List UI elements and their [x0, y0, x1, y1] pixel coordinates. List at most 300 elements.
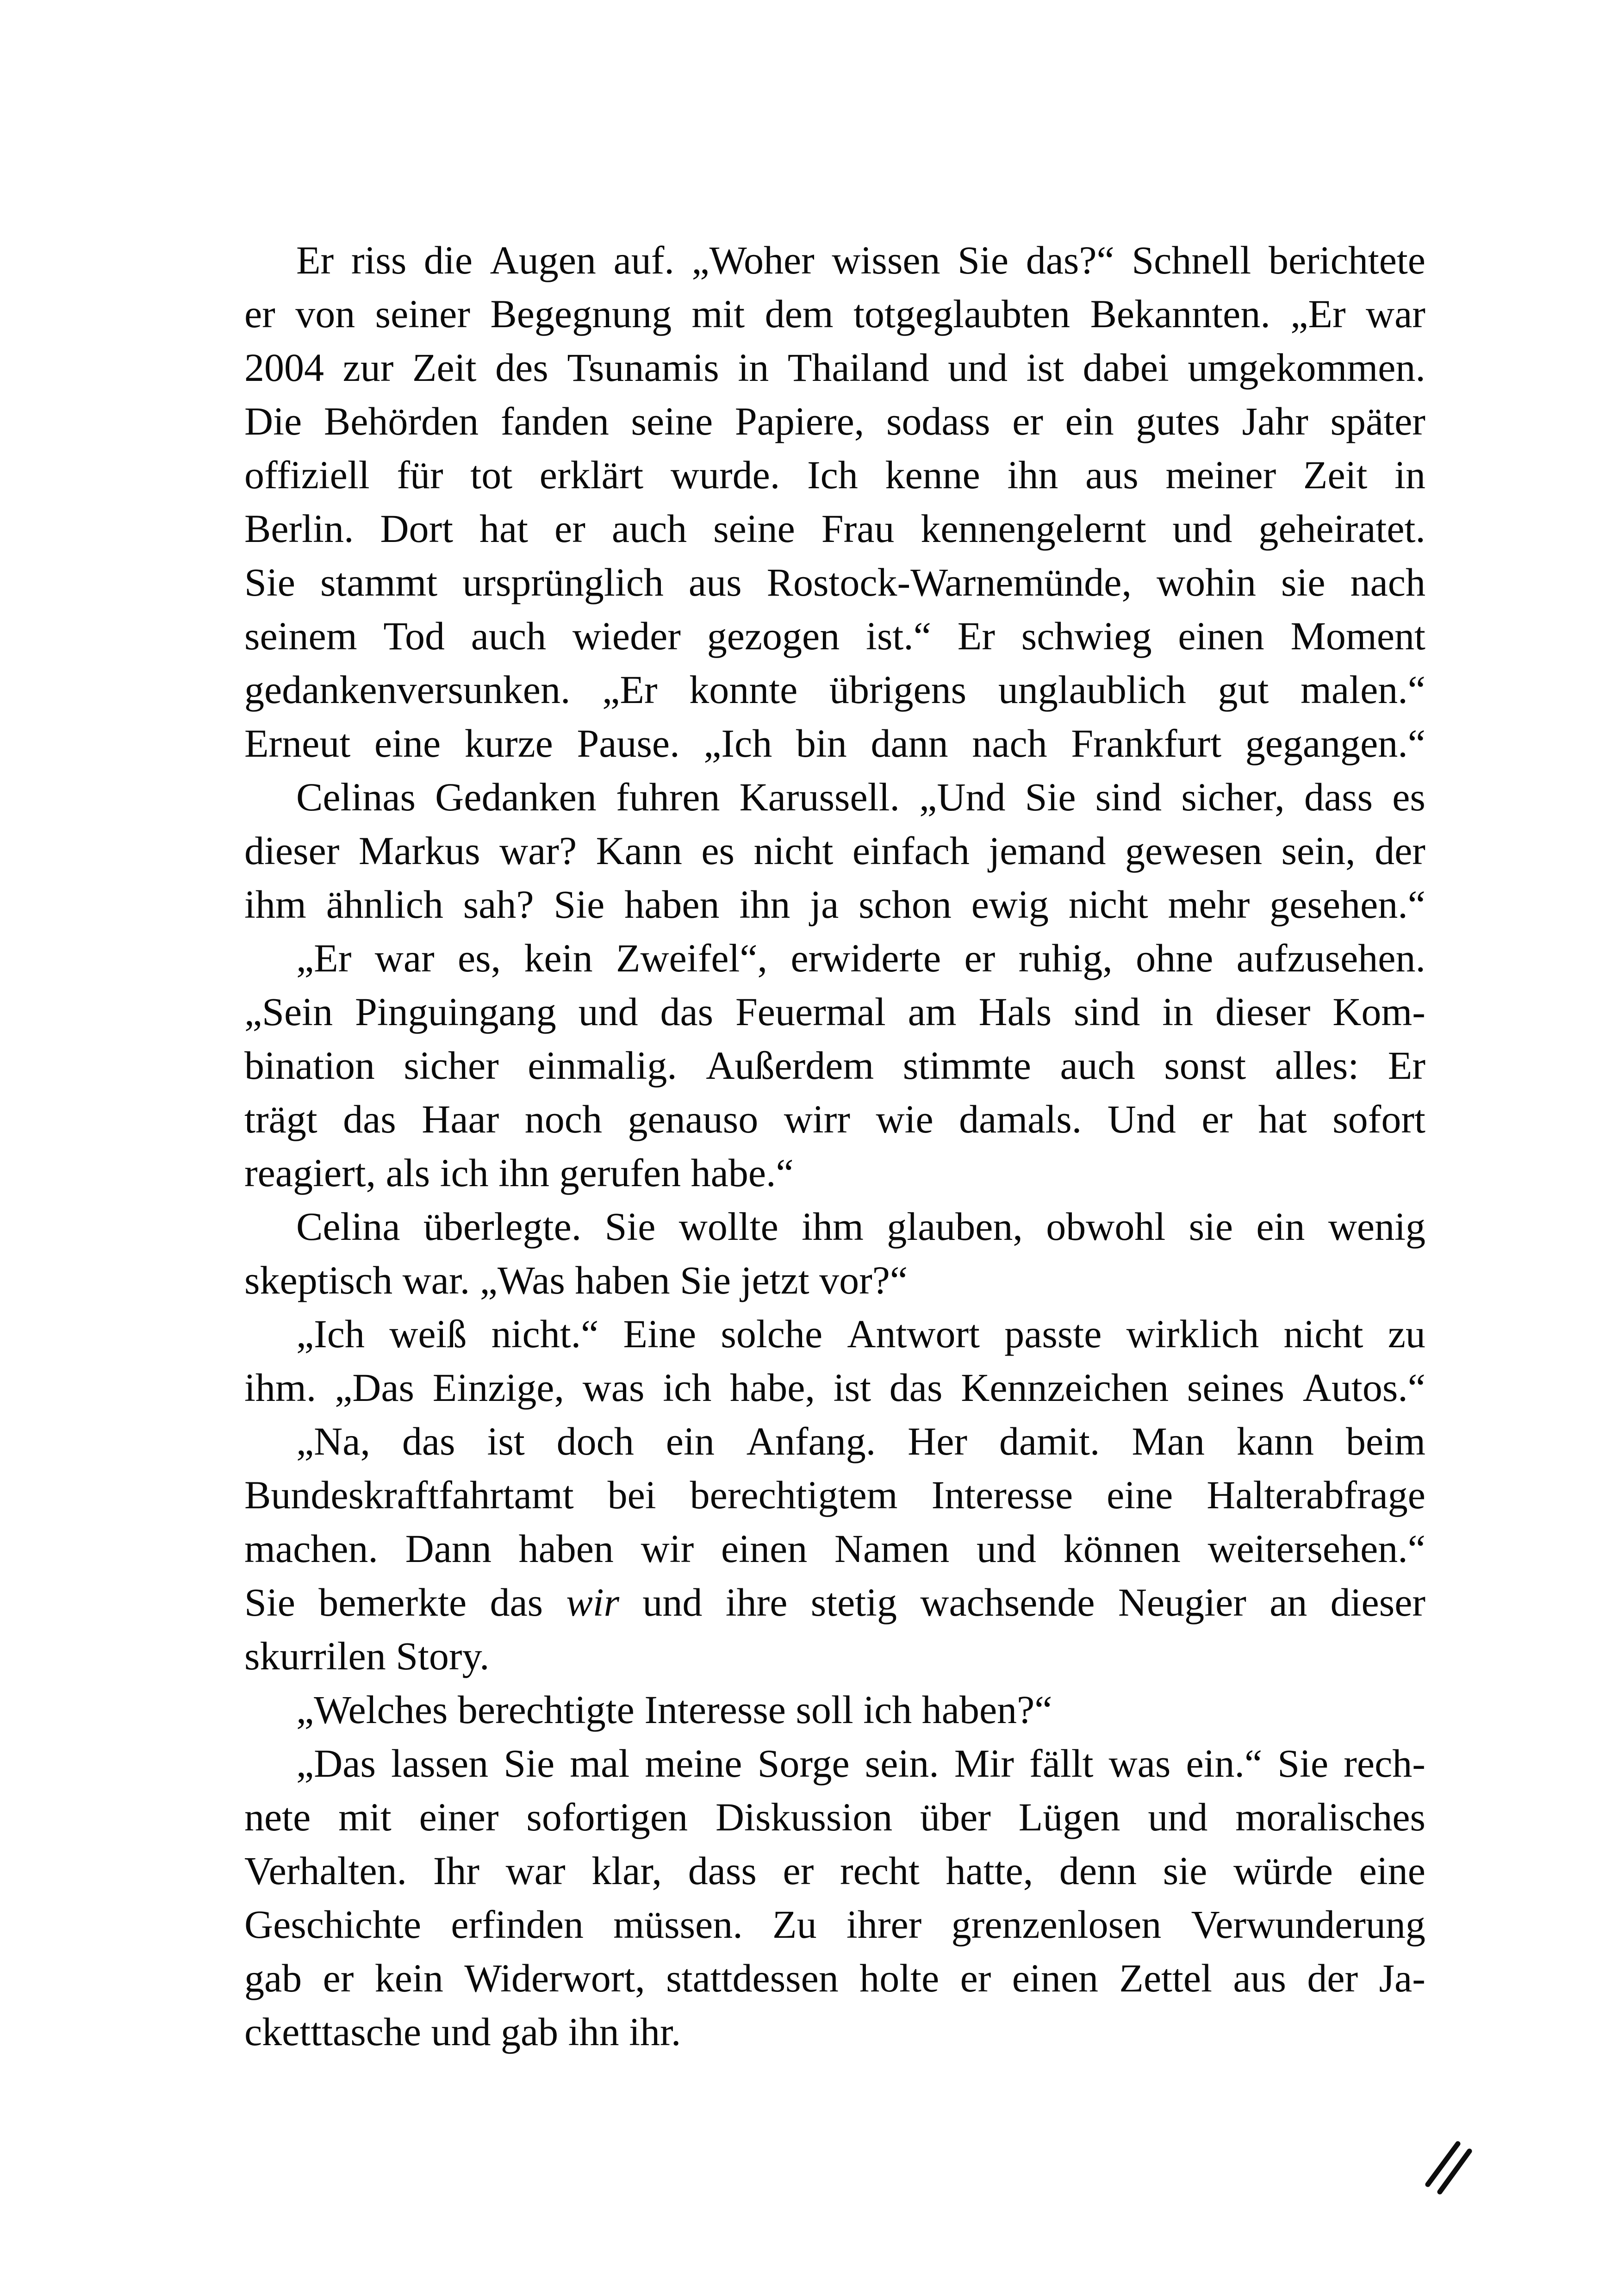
- word: 2004: [244, 345, 324, 390]
- word: hat: [479, 506, 529, 551]
- word: „Er: [1290, 292, 1346, 336]
- word: er: [783, 1848, 814, 1893]
- word: war: [374, 936, 435, 980]
- word: holte: [859, 1956, 940, 2000]
- word: sind: [1095, 775, 1162, 819]
- word: einmalig.: [528, 1043, 677, 1088]
- word: von: [295, 292, 355, 336]
- word: recht: [840, 1848, 920, 1893]
- word: ruhig,: [1018, 936, 1113, 980]
- word: „Woher: [691, 238, 815, 282]
- word: damals.: [959, 1097, 1082, 1141]
- word: wie: [876, 1097, 933, 1141]
- word: sonst: [1164, 1043, 1246, 1088]
- word: ich: [663, 1365, 712, 1410]
- word: müssen.: [613, 1902, 743, 1947]
- word: Mir: [954, 1741, 1014, 1786]
- word: und: [976, 1526, 1036, 1571]
- word: ist.“: [866, 614, 931, 658]
- word: Tod: [383, 614, 445, 658]
- text-line: [244, 770, 1425, 824]
- text-line: [244, 1092, 1425, 1146]
- word: bination: [244, 1043, 375, 1088]
- word: nicht: [1283, 1312, 1363, 1356]
- word: nicht.“: [491, 1312, 599, 1356]
- word: ewig: [971, 882, 1049, 927]
- word: dieser: [244, 828, 340, 873]
- word: Rostock-Warnemünde,: [766, 560, 1132, 604]
- word: ein.“: [1186, 1741, 1263, 1786]
- word: alles:: [1275, 1043, 1359, 1088]
- word: in: [738, 345, 769, 390]
- word: er: [1201, 1097, 1233, 1141]
- word: was: [1108, 1741, 1171, 1786]
- word: Antwort: [847, 1312, 980, 1356]
- word: geheiratet.: [1258, 506, 1425, 551]
- word: Zu: [772, 1902, 817, 1947]
- word: Hals: [978, 989, 1052, 1034]
- word: glauben,: [887, 1204, 1023, 1249]
- word: denn: [1059, 1848, 1137, 1893]
- word: wachsende: [920, 1580, 1095, 1624]
- text-run: „Welches berechtigte Interesse soll ich haben?“: [296, 1687, 1052, 1732]
- word: Karussell.: [739, 775, 900, 819]
- word: erfinden: [451, 1902, 584, 1947]
- word: ihre: [725, 1580, 788, 1624]
- word: Er: [957, 614, 995, 658]
- word: Sie: [554, 882, 605, 927]
- word: seiner: [375, 292, 470, 336]
- word: ist: [833, 1365, 871, 1410]
- word: Dann: [405, 1526, 492, 1571]
- word: einfach: [852, 828, 970, 873]
- word: Begegnung: [490, 292, 672, 336]
- word: Verwunderung: [1191, 1902, 1425, 1947]
- word: auf.: [613, 238, 674, 282]
- word: die: [423, 238, 473, 282]
- word: Sie: [1025, 775, 1076, 819]
- text-line: [244, 1522, 1425, 1575]
- word: seine: [713, 506, 795, 551]
- word: Lügen: [1018, 1795, 1120, 1839]
- word: das: [343, 1097, 396, 1141]
- text-line: [244, 663, 1425, 716]
- word: wenig: [1328, 1204, 1425, 1249]
- word: bin: [796, 721, 847, 765]
- word: eine: [1107, 1473, 1173, 1517]
- word: gewesen: [1125, 828, 1263, 873]
- word: mit: [338, 1795, 392, 1839]
- word: wurde.: [670, 453, 780, 497]
- word: Eine: [623, 1312, 697, 1356]
- word: später: [1330, 399, 1425, 443]
- word: Und: [1107, 1097, 1176, 1141]
- word: nicht: [1068, 882, 1148, 927]
- word: sah?: [463, 882, 534, 927]
- word: hatte,: [946, 1848, 1033, 1893]
- word: Her: [908, 1419, 968, 1463]
- word: noch: [524, 1097, 602, 1141]
- text-run: skurrilen Story.: [244, 1634, 490, 1678]
- text-line: [244, 1414, 1425, 1468]
- text-line: [244, 877, 1425, 931]
- word: es: [701, 828, 734, 873]
- word: ist: [487, 1419, 525, 1463]
- text-line: [244, 1844, 1425, 1898]
- word: dass: [688, 1848, 757, 1893]
- word: „Ich: [296, 1312, 365, 1356]
- word: und: [1148, 1795, 1208, 1839]
- word: Tsunamis: [567, 345, 719, 390]
- word: fanden: [500, 399, 609, 443]
- word: passte: [1004, 1312, 1102, 1356]
- word: Sie: [244, 1580, 295, 1624]
- word: Frau: [821, 506, 895, 551]
- word: einen: [1178, 614, 1264, 658]
- word: Markus: [358, 828, 480, 873]
- word: Sie: [1277, 1741, 1329, 1786]
- word: malen.“: [1301, 667, 1425, 712]
- text-line: [244, 1039, 1425, 1092]
- text-line: [244, 233, 1425, 287]
- word: aufzusehen.: [1236, 936, 1425, 980]
- word: bemerkte: [318, 1580, 467, 1624]
- word: Behörden: [324, 399, 479, 443]
- word: gesehen.“: [1270, 882, 1425, 927]
- text-line: [244, 1253, 1425, 1307]
- word: Interesse: [931, 1473, 1073, 1517]
- text-line: [244, 1361, 1425, 1414]
- word: wieder: [572, 614, 681, 658]
- word: wohin: [1157, 560, 1256, 604]
- word: wissen: [832, 238, 940, 282]
- word: er: [554, 506, 585, 551]
- word: nete: [244, 1795, 311, 1839]
- word: stetig: [810, 1580, 897, 1624]
- word: kein: [374, 1956, 443, 2000]
- word: berechtigtem: [690, 1473, 898, 1517]
- text-line: [244, 1200, 1425, 1253]
- word: meiner: [1165, 453, 1276, 497]
- word: kenne: [885, 453, 980, 497]
- word: weitersehen.“: [1207, 1526, 1425, 1571]
- word: Ihr: [433, 1848, 479, 1893]
- word: Zeit: [412, 345, 477, 390]
- word: es: [1392, 775, 1425, 819]
- word: er: [1012, 399, 1043, 443]
- word: trägt: [244, 1097, 317, 1141]
- word: Zettel: [1119, 1956, 1212, 2000]
- text-line: [244, 1790, 1425, 1844]
- word: aus: [1233, 1956, 1286, 2000]
- word: Berlin.: [244, 506, 354, 551]
- word: Pinguingang: [355, 989, 556, 1034]
- word: bei: [607, 1473, 656, 1517]
- word: gab: [244, 1956, 302, 2000]
- text-line: [244, 394, 1425, 448]
- word: und: [642, 1580, 703, 1624]
- word: tot: [470, 453, 513, 497]
- word: moralisches: [1235, 1795, 1425, 1839]
- word: Neugier: [1118, 1580, 1246, 1624]
- word: dem: [765, 292, 834, 336]
- word: er: [960, 1956, 991, 2000]
- word: Feuermal: [735, 989, 886, 1034]
- word: ursprünglich: [462, 560, 664, 604]
- text-line: [244, 341, 1425, 394]
- text-run: skeptisch war. „Was haben Sie jetzt vor?“: [244, 1258, 908, 1302]
- word: stammt: [320, 560, 438, 604]
- text-line: [244, 609, 1425, 663]
- word: dass: [1304, 775, 1373, 819]
- word: war: [1366, 292, 1425, 336]
- word: über: [920, 1795, 991, 1839]
- word: beim: [1346, 1419, 1425, 1463]
- word: nach: [1350, 560, 1425, 604]
- word: klar,: [591, 1848, 662, 1893]
- word: nicht: [753, 828, 834, 873]
- word: in: [1394, 453, 1425, 497]
- word: sein,: [1281, 828, 1356, 873]
- word: zu: [1388, 1312, 1425, 1356]
- word: fuhren: [616, 775, 720, 819]
- word: lassen: [391, 1741, 489, 1786]
- word: Haar: [422, 1097, 499, 1141]
- word: sie: [1163, 1848, 1207, 1893]
- word: Kom-: [1332, 989, 1425, 1034]
- word: das: [402, 1419, 455, 1463]
- word: ihm.: [244, 1365, 317, 1410]
- word: Geschichte: [244, 1902, 422, 1947]
- word: „Sein: [244, 989, 333, 1034]
- word: Kennzeichen: [961, 1365, 1169, 1410]
- word: unglaublich: [998, 667, 1186, 712]
- text-line: [244, 1736, 1425, 1790]
- word: in: [1162, 989, 1194, 1034]
- word: übrigens: [829, 667, 967, 712]
- word: ihm: [802, 1204, 864, 1249]
- word: der: [1375, 828, 1425, 873]
- word: was: [582, 1365, 645, 1410]
- word: Thailand: [787, 345, 929, 390]
- word: erwiderte: [790, 936, 941, 980]
- word: sein.: [865, 1741, 939, 1786]
- word: habe,: [730, 1365, 815, 1410]
- word: und: [578, 989, 638, 1034]
- text-line: [244, 287, 1425, 341]
- word: aus: [1085, 453, 1139, 497]
- text-line: [244, 1146, 1425, 1200]
- word: „Das: [296, 1741, 376, 1786]
- word: eine: [374, 721, 441, 765]
- word: „Er: [296, 936, 352, 980]
- text-line: [244, 2005, 1425, 2059]
- text-run: reagiert, als ich ihn gerufen habe.“: [244, 1151, 794, 1195]
- word: gut: [1218, 667, 1269, 712]
- word: Frankfurt: [1071, 721, 1222, 765]
- text-line: [244, 931, 1425, 985]
- word: sie: [1189, 1204, 1233, 1249]
- text-line: [244, 448, 1425, 502]
- text-line: [244, 824, 1425, 877]
- word: gutes: [1136, 399, 1220, 443]
- word: doch: [556, 1419, 634, 1463]
- word: ist: [1026, 345, 1064, 390]
- word: „Er: [602, 667, 658, 712]
- word: ähnlich: [326, 882, 443, 927]
- word: gezogen: [707, 614, 840, 658]
- word: würde: [1233, 1848, 1333, 1893]
- word: Er: [1388, 1043, 1425, 1088]
- word: offiziell: [244, 453, 370, 497]
- word: Moment: [1290, 614, 1425, 658]
- text-run: cketttasche und gab ihn ihr.: [244, 2010, 681, 2054]
- word: Die: [244, 399, 302, 443]
- word: für: [397, 453, 443, 497]
- word: des: [495, 345, 548, 390]
- word: ein: [666, 1419, 715, 1463]
- word: Schnell: [1132, 238, 1251, 282]
- word: wirklich: [1126, 1312, 1259, 1356]
- word: Augen: [490, 238, 596, 282]
- word: ihn: [739, 882, 790, 927]
- word: das: [889, 1365, 943, 1410]
- word: kurze: [464, 721, 553, 765]
- word: es,: [458, 936, 501, 980]
- word: einen: [721, 1526, 808, 1571]
- word: Einzige,: [432, 1365, 564, 1410]
- word: das: [660, 989, 714, 1034]
- word: mit: [691, 292, 745, 336]
- word: rech-: [1344, 1741, 1425, 1786]
- word: konnte: [689, 667, 798, 712]
- word: dann: [871, 721, 948, 765]
- word: seine: [631, 399, 713, 443]
- text-line: [244, 716, 1425, 770]
- word: Celinas: [296, 775, 416, 819]
- word: er: [323, 1956, 354, 2000]
- text-line: [244, 502, 1425, 555]
- word: Sie: [958, 238, 1009, 282]
- word: jemand: [989, 828, 1106, 873]
- text-line: [244, 1683, 1425, 1736]
- word: fällt: [1029, 1741, 1094, 1786]
- word: ihn: [1007, 453, 1058, 497]
- word: Er: [296, 238, 334, 282]
- word: Celina: [296, 1204, 400, 1249]
- text-line: [244, 985, 1425, 1039]
- word: war: [505, 1848, 566, 1893]
- word: Anfang.: [746, 1419, 876, 1463]
- word: aus: [688, 560, 742, 604]
- word: auch: [1060, 1043, 1135, 1088]
- word: Zeit: [1303, 453, 1368, 497]
- word: umgekommen.: [1188, 345, 1425, 390]
- word: „Und: [919, 775, 1006, 819]
- word: grenzenlosen: [951, 1902, 1162, 1947]
- word: sind: [1074, 989, 1140, 1034]
- word: Ja-: [1379, 1956, 1425, 2000]
- word: Ich: [807, 453, 858, 497]
- word: war?: [499, 828, 577, 873]
- word: auch: [611, 506, 687, 551]
- word: erklärt: [539, 453, 644, 497]
- word: weiß: [389, 1312, 467, 1356]
- word: wollte: [678, 1204, 778, 1249]
- word: wir: [641, 1526, 694, 1571]
- word: berichtete: [1268, 238, 1425, 282]
- text-line: [244, 1468, 1425, 1522]
- word: er: [244, 292, 275, 336]
- word: schon: [859, 882, 952, 927]
- word: überlegte.: [423, 1204, 582, 1249]
- text-line: [244, 1951, 1425, 2005]
- word: ihm: [244, 882, 306, 927]
- word: können: [1063, 1526, 1181, 1571]
- word: Autos.“: [1302, 1365, 1425, 1410]
- word: stimmte: [902, 1043, 1031, 1088]
- word: obwohl: [1046, 1204, 1166, 1249]
- word: „Na,: [296, 1419, 370, 1463]
- word: Dort: [380, 506, 454, 551]
- word: auch: [471, 614, 547, 658]
- word: stattdessen: [666, 1956, 839, 2000]
- page-text-block: [244, 233, 1425, 2059]
- word: solche: [721, 1312, 823, 1356]
- word: Sie: [604, 1204, 656, 1249]
- word: dabei: [1083, 345, 1169, 390]
- italic-word: wir: [566, 1580, 620, 1624]
- word: genauso: [628, 1097, 759, 1141]
- word: sicher,: [1181, 775, 1285, 819]
- text-line: [244, 555, 1425, 609]
- word: riss: [351, 238, 407, 282]
- word: kein: [524, 936, 593, 980]
- word: und: [1172, 506, 1232, 551]
- word: wirr: [784, 1097, 851, 1141]
- word: ein: [1256, 1204, 1305, 1249]
- word: Namen: [834, 1526, 950, 1571]
- word: damit.: [999, 1419, 1100, 1463]
- word: Halterabfrage: [1207, 1473, 1425, 1517]
- word: Bundeskraftfahrtamt: [244, 1473, 574, 1517]
- word: ihrer: [846, 1902, 922, 1947]
- word: der: [1307, 1956, 1358, 2000]
- word: seines: [1187, 1365, 1285, 1410]
- word: einen: [1012, 1956, 1099, 2000]
- word: und: [948, 345, 1008, 390]
- word: nach: [972, 721, 1047, 765]
- text-line: [244, 1629, 1425, 1683]
- word: meine: [645, 1741, 742, 1786]
- word: Papiere,: [734, 399, 865, 443]
- word: sodass: [886, 399, 990, 443]
- word: „Das: [335, 1365, 414, 1410]
- word: dieser: [1215, 989, 1311, 1034]
- word: haben: [518, 1526, 614, 1571]
- word: Außerdem: [706, 1043, 874, 1088]
- word: „Ich: [703, 721, 772, 765]
- text-line: [244, 1898, 1425, 1951]
- word: Diskussion: [715, 1795, 893, 1839]
- word: Man: [1132, 1419, 1205, 1463]
- word: sicher: [404, 1043, 499, 1088]
- word: Zweifel“,: [616, 936, 768, 980]
- word: Sie: [504, 1741, 555, 1786]
- word: ein: [1065, 399, 1114, 443]
- word: eine: [1359, 1848, 1425, 1893]
- word: sie: [1281, 560, 1326, 604]
